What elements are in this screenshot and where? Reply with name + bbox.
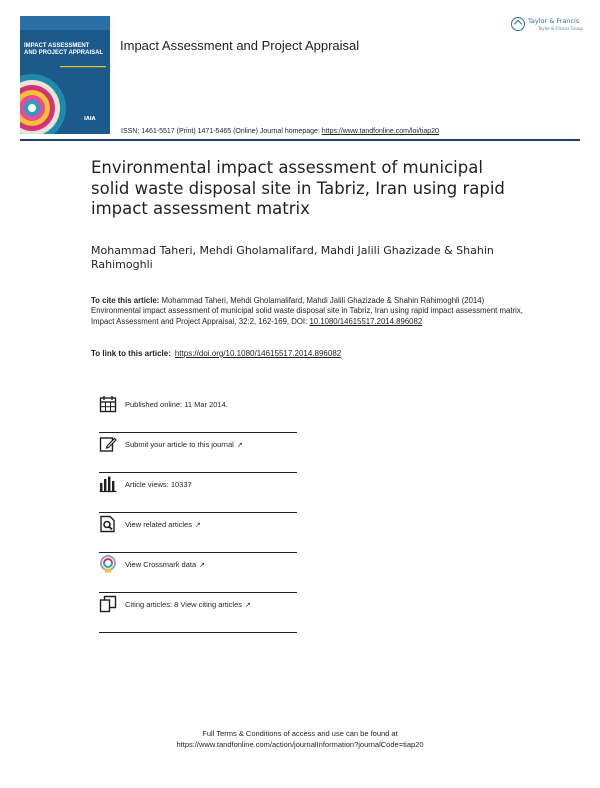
citation-doi-link[interactable]: 10.1080/14615517.2014.896082 xyxy=(309,316,423,326)
external-link-icon: ↗ xyxy=(194,522,201,529)
meta-row-submit[interactable] xyxy=(99,432,297,473)
cover-art xyxy=(20,16,110,134)
citing-articles-link[interactable]: Citing articles: 8 View citing articles ↗ xyxy=(125,600,251,609)
journal-homepage-link[interactable]: https://www.tandfonline.com/loi/tiap20 xyxy=(321,128,439,135)
cover-badge: IAIA xyxy=(84,116,96,122)
related-articles-icon xyxy=(99,515,117,533)
submit-article-link[interactable]: Submit your article to this journal ↗ xyxy=(125,440,243,449)
publisher-logo[interactable] xyxy=(511,16,583,36)
citation-text: Mohammad Taheri, Mehdi Gholamalifard, Mahdi Jalili Ghazizade & Shahin Rahimoghli (2014) Environmental impact assessment of municipal solid waste disposal site in Tabriz, Iran using rapid impact assessment matrix, Impact Assessment and Project Appraisal, 32:2, 162-169, DOI: xyxy=(91,296,523,326)
footer-terms: Full Terms & Conditions of access and use can be found at xyxy=(202,729,398,738)
issn-line: ISSN: 1461-5517 (Print) 1471-5465 (Online) Journal homepage: https://www.tandfonline.com/loi/tiap20 xyxy=(121,128,439,135)
external-link-icon: ↗ xyxy=(245,602,251,609)
crossmark-link[interactable]: View Crossmark data ↗ xyxy=(125,560,206,569)
crossmark-icon xyxy=(99,555,117,573)
article-doi-link[interactable]: https://doi.org/10.1080/14615517.2014.896082 xyxy=(174,349,342,358)
publisher-logo-icon xyxy=(511,17,525,31)
external-link-icon: ↗ xyxy=(199,562,206,569)
article-authors: Mohammad Taheri, Mehdi Gholamalifard, Mahdi Jalili Ghazizade & Shahin Rahimoghli xyxy=(91,244,494,271)
citation-label: To cite this article: xyxy=(91,296,160,305)
journal-cover xyxy=(20,16,110,134)
link-label: To link to this article: xyxy=(91,349,171,358)
submit-edit-icon xyxy=(99,435,117,453)
meta-row-crossmark[interactable] xyxy=(99,552,297,593)
meta-row-citing[interactable] xyxy=(99,592,297,633)
calendar-icon xyxy=(99,395,117,413)
iaia-logo xyxy=(86,130,106,134)
meta-row-published xyxy=(99,392,297,433)
footer-journal-info-link[interactable]: https://www.tandfonline.com/action/journalInformation?journalCode=tiap20 xyxy=(176,740,424,749)
article-title: Environmental impact assessment of municipal solid waste disposal site in Tabriz, Iran using rapid impact assessment matrix xyxy=(91,158,505,218)
meta-row-views xyxy=(99,472,297,513)
related-articles-link[interactable]: View related articles ↗ xyxy=(125,520,201,529)
header-rule xyxy=(20,139,580,141)
citation-block xyxy=(91,296,531,327)
article-views: Article views: 10337 xyxy=(125,480,192,489)
published-date: Published online: 11 Mar 2014. xyxy=(125,400,228,409)
publisher-group: Taylor & Francis Group xyxy=(538,26,583,31)
article-link-line xyxy=(91,349,531,358)
bar-chart-icon xyxy=(99,475,117,493)
cover-title: IMPACT ASSESSMENT AND PROJECT APPRAISAL xyxy=(24,43,104,56)
journal-name: Impact Assessment and Project Appraisal xyxy=(120,38,360,53)
citing-articles-icon xyxy=(99,595,117,613)
meta-row-related[interactable] xyxy=(99,512,297,553)
external-link-icon: ↗ xyxy=(236,442,243,449)
publisher-name: Taylor & Francis xyxy=(528,17,580,25)
